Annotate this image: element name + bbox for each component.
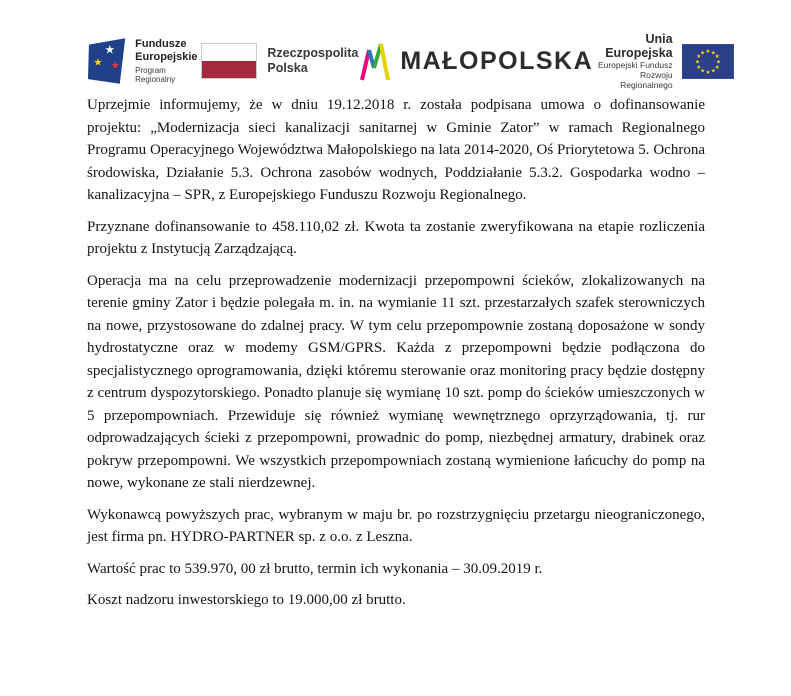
svg-text:★: ★: [93, 57, 103, 69]
poland-flag-icon: [201, 43, 257, 79]
svg-text:★: ★: [714, 53, 720, 60]
paragraph-4: Wykonawcą powyższych prac, wybranym w maju br. po rozstrzygnięciu przetargu nieograniczonego, jest firma pn. HYDRO-PARTNER sp. z o.o. z Leszna.: [87, 506, 705, 545]
svg-text:★: ★: [710, 49, 716, 56]
logo-malopolska-title: MAŁOPOLSKA: [400, 46, 594, 75]
logo-fe-subtitle: Program Regionalny: [135, 66, 176, 84]
logo-pl-title-line2: Polska: [267, 61, 308, 75]
svg-text:★: ★: [699, 49, 705, 56]
logo-ue-text: [593, 32, 672, 90]
logo-unia-europejska: [593, 32, 733, 90]
logo-bar: [88, 32, 721, 90]
paragraph-1: Uprzejmie informujemy, że w dniu 19.12.2018 r. została podpisana umowa o dofinansowanie projektu: „Modernizacja sieci kanalizacji sanitarnej w Gminie Zator” w ramach Regionalnego Programu Operacyjnego Województwa Małopolskiego na lata 2014-2020, Oś Priorytetowa 5. Ochrona środowiska, Działanie 5.3. Ochrona zasobów wodnych, Poddziałanie 5.3.2. Gospodarka wodno – kanalizacyjna – SPR, z Europejskiego Funduszu Rozwoju Regionalnego.: [87, 97, 705, 203]
document-body: [87, 94, 705, 621]
logo-fe-title-line1: Fundusze: [135, 38, 187, 50]
logo-fundusze-europejskie: [88, 35, 201, 87]
svg-text:★: ★: [110, 60, 120, 72]
eu-flag-icon: [682, 40, 734, 83]
svg-text:★: ★: [710, 68, 716, 75]
svg-text:★: ★: [695, 53, 701, 60]
svg-text:★: ★: [695, 64, 701, 71]
paragraph-2: Przyznane dofinansowanie to 458.110,02 zł. Kwota ta zostanie zweryfikowana na etapie rozliczenia projektu z Instytucją Zarządzającą.: [87, 218, 705, 257]
svg-text:★: ★: [715, 59, 721, 66]
logo-rzeczpospolita-polska: [201, 43, 358, 79]
paragraph-3: Operacja ma na celu przeprowadzenie modernizacji przepompowni ścieków, zlokalizowanych na terenie gminy Zator i będzie polegała m. in. na wymianie 11 szt. przestarzałych szafek sterowniczych na nowe, przystosowane do zdalnej pracy. W tym celu przepompownie zostaną doposażone w sondy hydrostatyczne oraz w modemy GSM/GPRS. Każda z przepompowni będzie podłączona do specjalistycznego oprogramowania, dzięki któremu sterowanie oraz monitoring pracy będzie dostępny z centrum dyspozytorskiego. Ponadto planuje się wymianę 10 szt. pomp do ścieków umieszczonych w 5 przepompowniach. Przewiduje się również wymianę wewnętrznego oprzyrządowania, tj. rur odprowadzających ścieki z przepompowni, prowadnic do pomp, niezbędnej armatury, drabinek oraz pokryw przepompowni. We wszystkich przepompowniach zostaną wymienione łańcuchy do pomp na nowe, wykonane ze stali nierdzewnej.: [87, 272, 705, 491]
svg-text:★: ★: [694, 59, 700, 66]
logo-fe-text: [135, 38, 201, 84]
logo-ue-subtitle-line1: Europejski Fundusz: [597, 60, 673, 70]
logo-fe-title-line2: Europejskie: [135, 50, 198, 63]
svg-text:★: ★: [699, 68, 705, 75]
logo-pl-title-line1: Rzeczpospolita: [267, 46, 359, 60]
svg-text:★: ★: [104, 42, 116, 57]
svg-text:★: ★: [705, 48, 711, 55]
paragraph-5: Wartość prac to 539.970, 00 zł brutto, termin ich wykonania – 30.09.2019 r.: [87, 560, 543, 577]
logo-malopolska: [358, 40, 593, 82]
eu-funds-flag-icon: [88, 35, 126, 87]
logo-ue-subtitle-line2: Rozwoju Regionalnego: [620, 70, 673, 90]
logo-pl-text: [267, 46, 358, 76]
svg-text:★: ★: [714, 64, 720, 71]
paragraph-6: Koszt nadzoru inwestorskiego to 19.000,00 zł brutto.: [87, 592, 406, 608]
logo-ue-title: Unia Europejska: [605, 32, 673, 60]
malopolska-m-icon: [358, 40, 392, 82]
svg-text:★: ★: [705, 69, 711, 76]
